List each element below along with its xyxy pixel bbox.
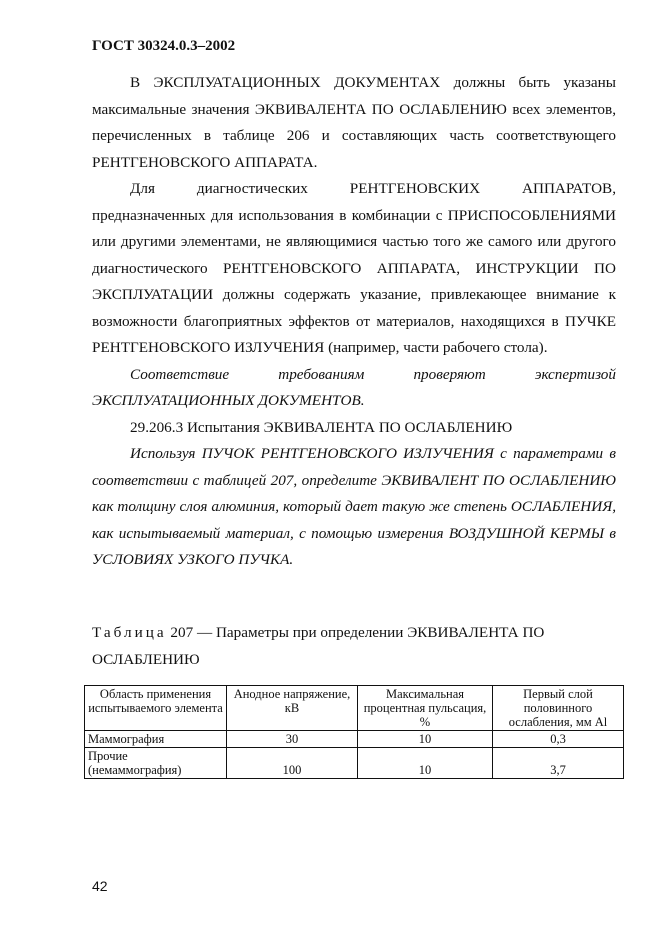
cell-anode-voltage: 100 [227,748,358,779]
header-half-value-layer: Первый слой половинного ослабления, мм Al [493,686,624,731]
table-row [85,748,624,779]
cell-anode-voltage: 30 [227,731,358,748]
cell-application-area: Маммография [85,731,227,748]
paragraph-compliance: Соответствие требованиям проверяют экспертизой ЭКСПЛУАТАЦИОННЫХ ДОКУМЕНТОВ. [92,365,616,409]
cell-half-value-layer: 3,7 [493,748,624,779]
cell-application-area: Прочие (немаммография) [85,748,227,779]
header-ripple: Максимальная процентная пульсация, % [358,686,493,731]
document-header: ГОСТ 30324.0.3–2002 [92,38,236,54]
table-caption [92,620,616,673]
cell-ripple: 10 [358,731,493,748]
table-header-row [85,686,624,731]
table-row [85,731,624,748]
header-anode-voltage: Анодное напряжение, кВ [227,686,358,731]
paragraph-diagnostic-apparatus: Для диагностических РЕНТГЕНОВСКИХ АППАРАТОВ, предназначенных для использования в комбинации с ПРИСПОСОБЛЕНИЯМИ или другими элементами, не являющимися частью того же самого или другого диагностического РЕНТГЕНОВСКОГО АППАРАТА, ИНСТРУКЦИИ ПО ЭКСПЛУАТАЦИИ должны содержать указание, привлекающее внимание к возможности благоприятных эффектов от материалов, находящихся в ПУЧКЕ РЕНТГЕНОВСКОГО ИЗЛУЧЕНИЯ (например, части рабочего стола). [92,180,616,356]
body-text [92,70,616,574]
table-caption-text: 207 — Параметры при определении ЭКВИВАЛЕНТА ПО ОСЛАБЛЕНИЮ [92,624,545,668]
paragraph-test-method: Используя ПУЧОК РЕНТГЕНОВСКОГО ИЗЛУЧЕНИЯ с параметрами в соответствии с таблицей 207, определите ЭКВИВАЛЕНТ ПО ОСЛАБЛЕНИЮ как толщину слоя алюминия, который дает такую же степень ОСЛАБЛЕНИЯ, как испытываемый материал, с помощью измерения ВОЗДУШНОЙ КЕРМЫ в УСЛОВИЯХ УЗКОГО ПУЧКА. [92,445,616,568]
table-caption-word: Таблица [92,624,167,641]
paragraph-operating-docs: В ЭКСПЛУАТАЦИОННЫХ ДОКУМЕНТАХ должны быть указаны максимальные значения ЭКВИВАЛЕНТА ПО ОСЛАБЛЕНИЮ всех элементов, перечисленных в таблице 206 и составляющих часть соответствующего РЕНТГЕНОВСКОГО АППАРАТА. [92,74,616,171]
cell-ripple: 10 [358,748,493,779]
parameters-table [84,685,624,779]
header-application-area: Область применения испытываемого элемента [85,686,227,731]
section-heading-29-206-3: 29.206.3 Испытания ЭКВИВАЛЕНТА ПО ОСЛАБЛЕНИЮ [130,418,513,436]
cell-half-value-layer: 0,3 [493,731,624,748]
page-number: 42 [92,878,108,894]
